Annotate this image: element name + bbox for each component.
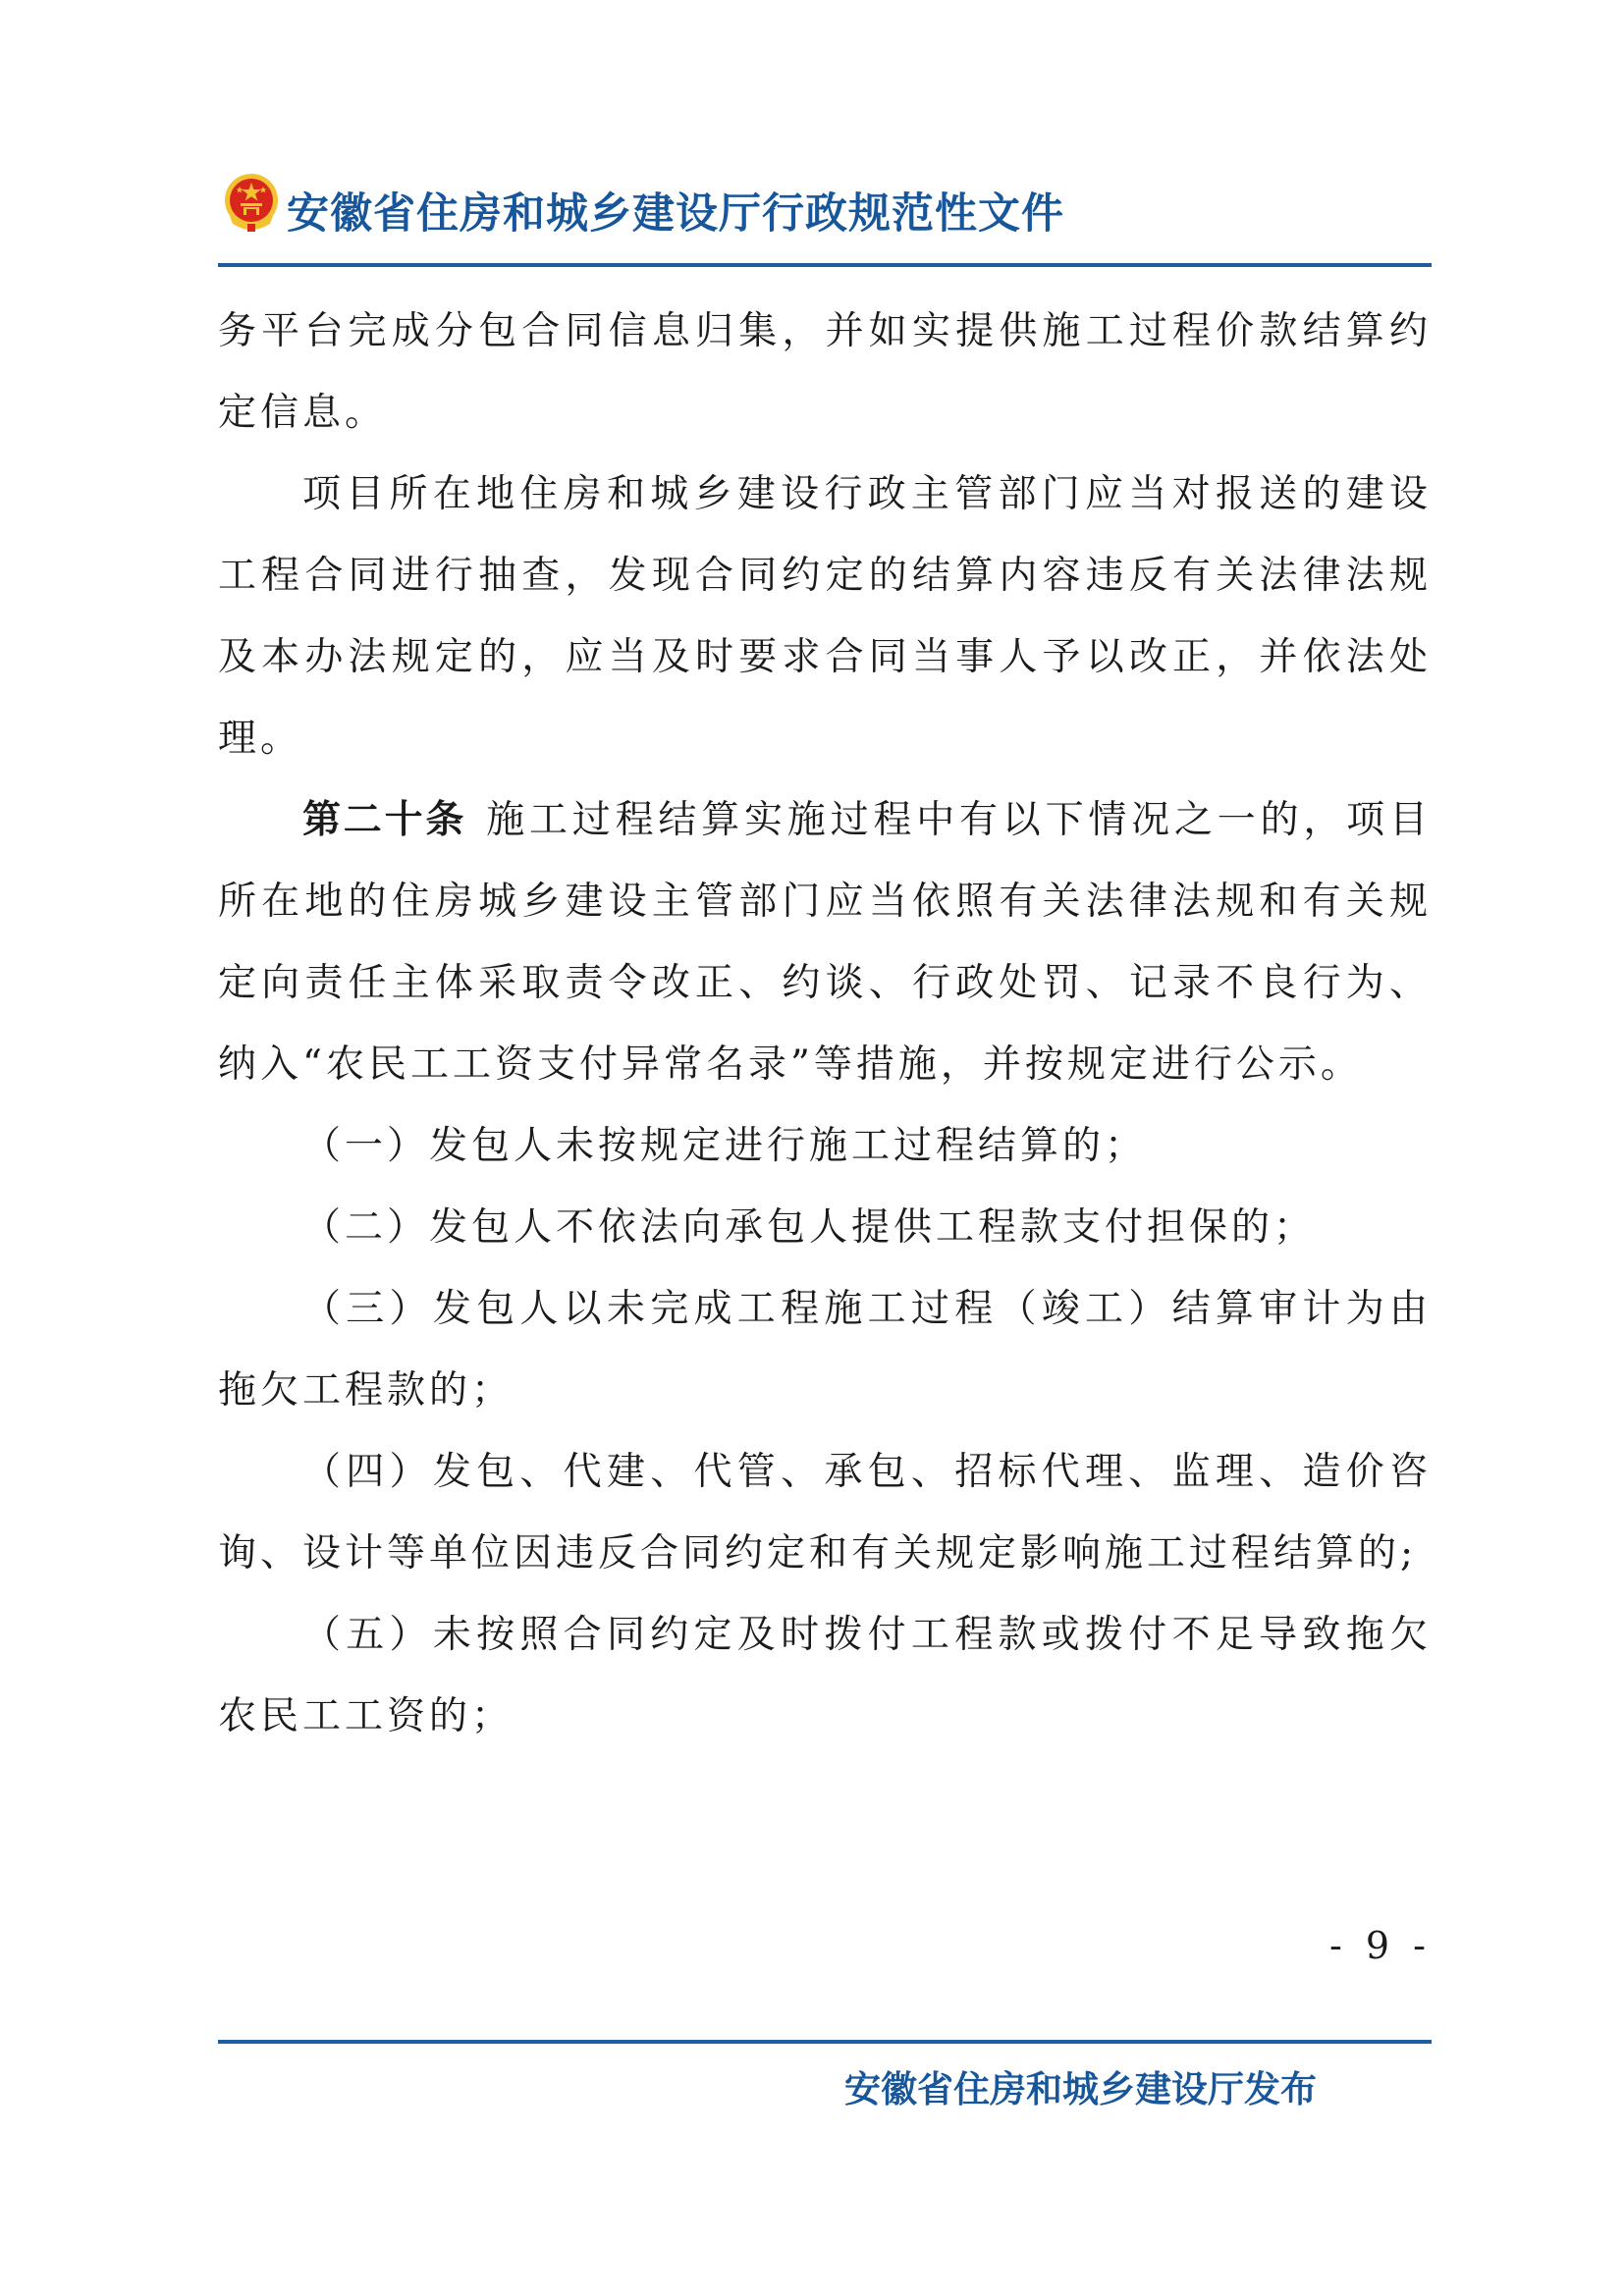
list-item: （四）发包、代建、代管、承包、招标代理、监理、造价咨询、设计等单位因违反合同约定和有关规定影响施工过程结算的;: [218, 1450, 1432, 1575]
list-item: （五）未按照合同约定及时拨付工程款或拨付不足导致拖欠农民工工资的；: [218, 1613, 1432, 1738]
list-item: （一）发包人未按规定进行施工过程结算的；: [302, 1124, 1148, 1168]
list-item: （二）发包人不依法向承包人提供工程款支付担保的；: [302, 1205, 1317, 1250]
list-item: （三）发包人以未完成工程施工过程（竣工）结算审计为由拖欠工程款的；: [218, 1287, 1432, 1413]
header-divider: [218, 263, 1432, 267]
paragraph: 项目所在地住房和城乡建设行政主管部门应当对报送的建设工程合同进行抽查，发现合同约定的结算内容违反有关法律法规及本办法规定的，应当及时要求合同当事人予以改正，并依法处理。: [218, 472, 1432, 761]
article-paragraph: [218, 779, 1432, 1105]
footer-divider: [218, 2040, 1432, 2044]
header-title: 安徽省住房和城乡建设厅行政规范性文件: [287, 189, 1064, 239]
page-number: - 9 -: [1328, 1924, 1432, 1967]
document-body: [218, 291, 1432, 1757]
article-text: 施工过程结算实施过程中有以下情况之一的，项目所在地的住房城乡建设主管部门应当依照有关法律法规和有关规定向责任主体采取责令改正、约谈、行政处罚、记录不良行为、纳入“农民工工资支付异常名录”等措施，并按规定进行公示。: [218, 798, 1432, 1087]
paragraph: 务平台完成分包合同信息归集，并如实提供施工过程价款结算约定信息。: [218, 309, 1432, 435]
national-emblem-icon: [222, 173, 281, 234]
article-number: 第二十条: [302, 798, 467, 842]
document-header: [218, 169, 1432, 243]
footer-publisher: 安徽省住房和城乡建设厅发布: [844, 2068, 1317, 2110]
